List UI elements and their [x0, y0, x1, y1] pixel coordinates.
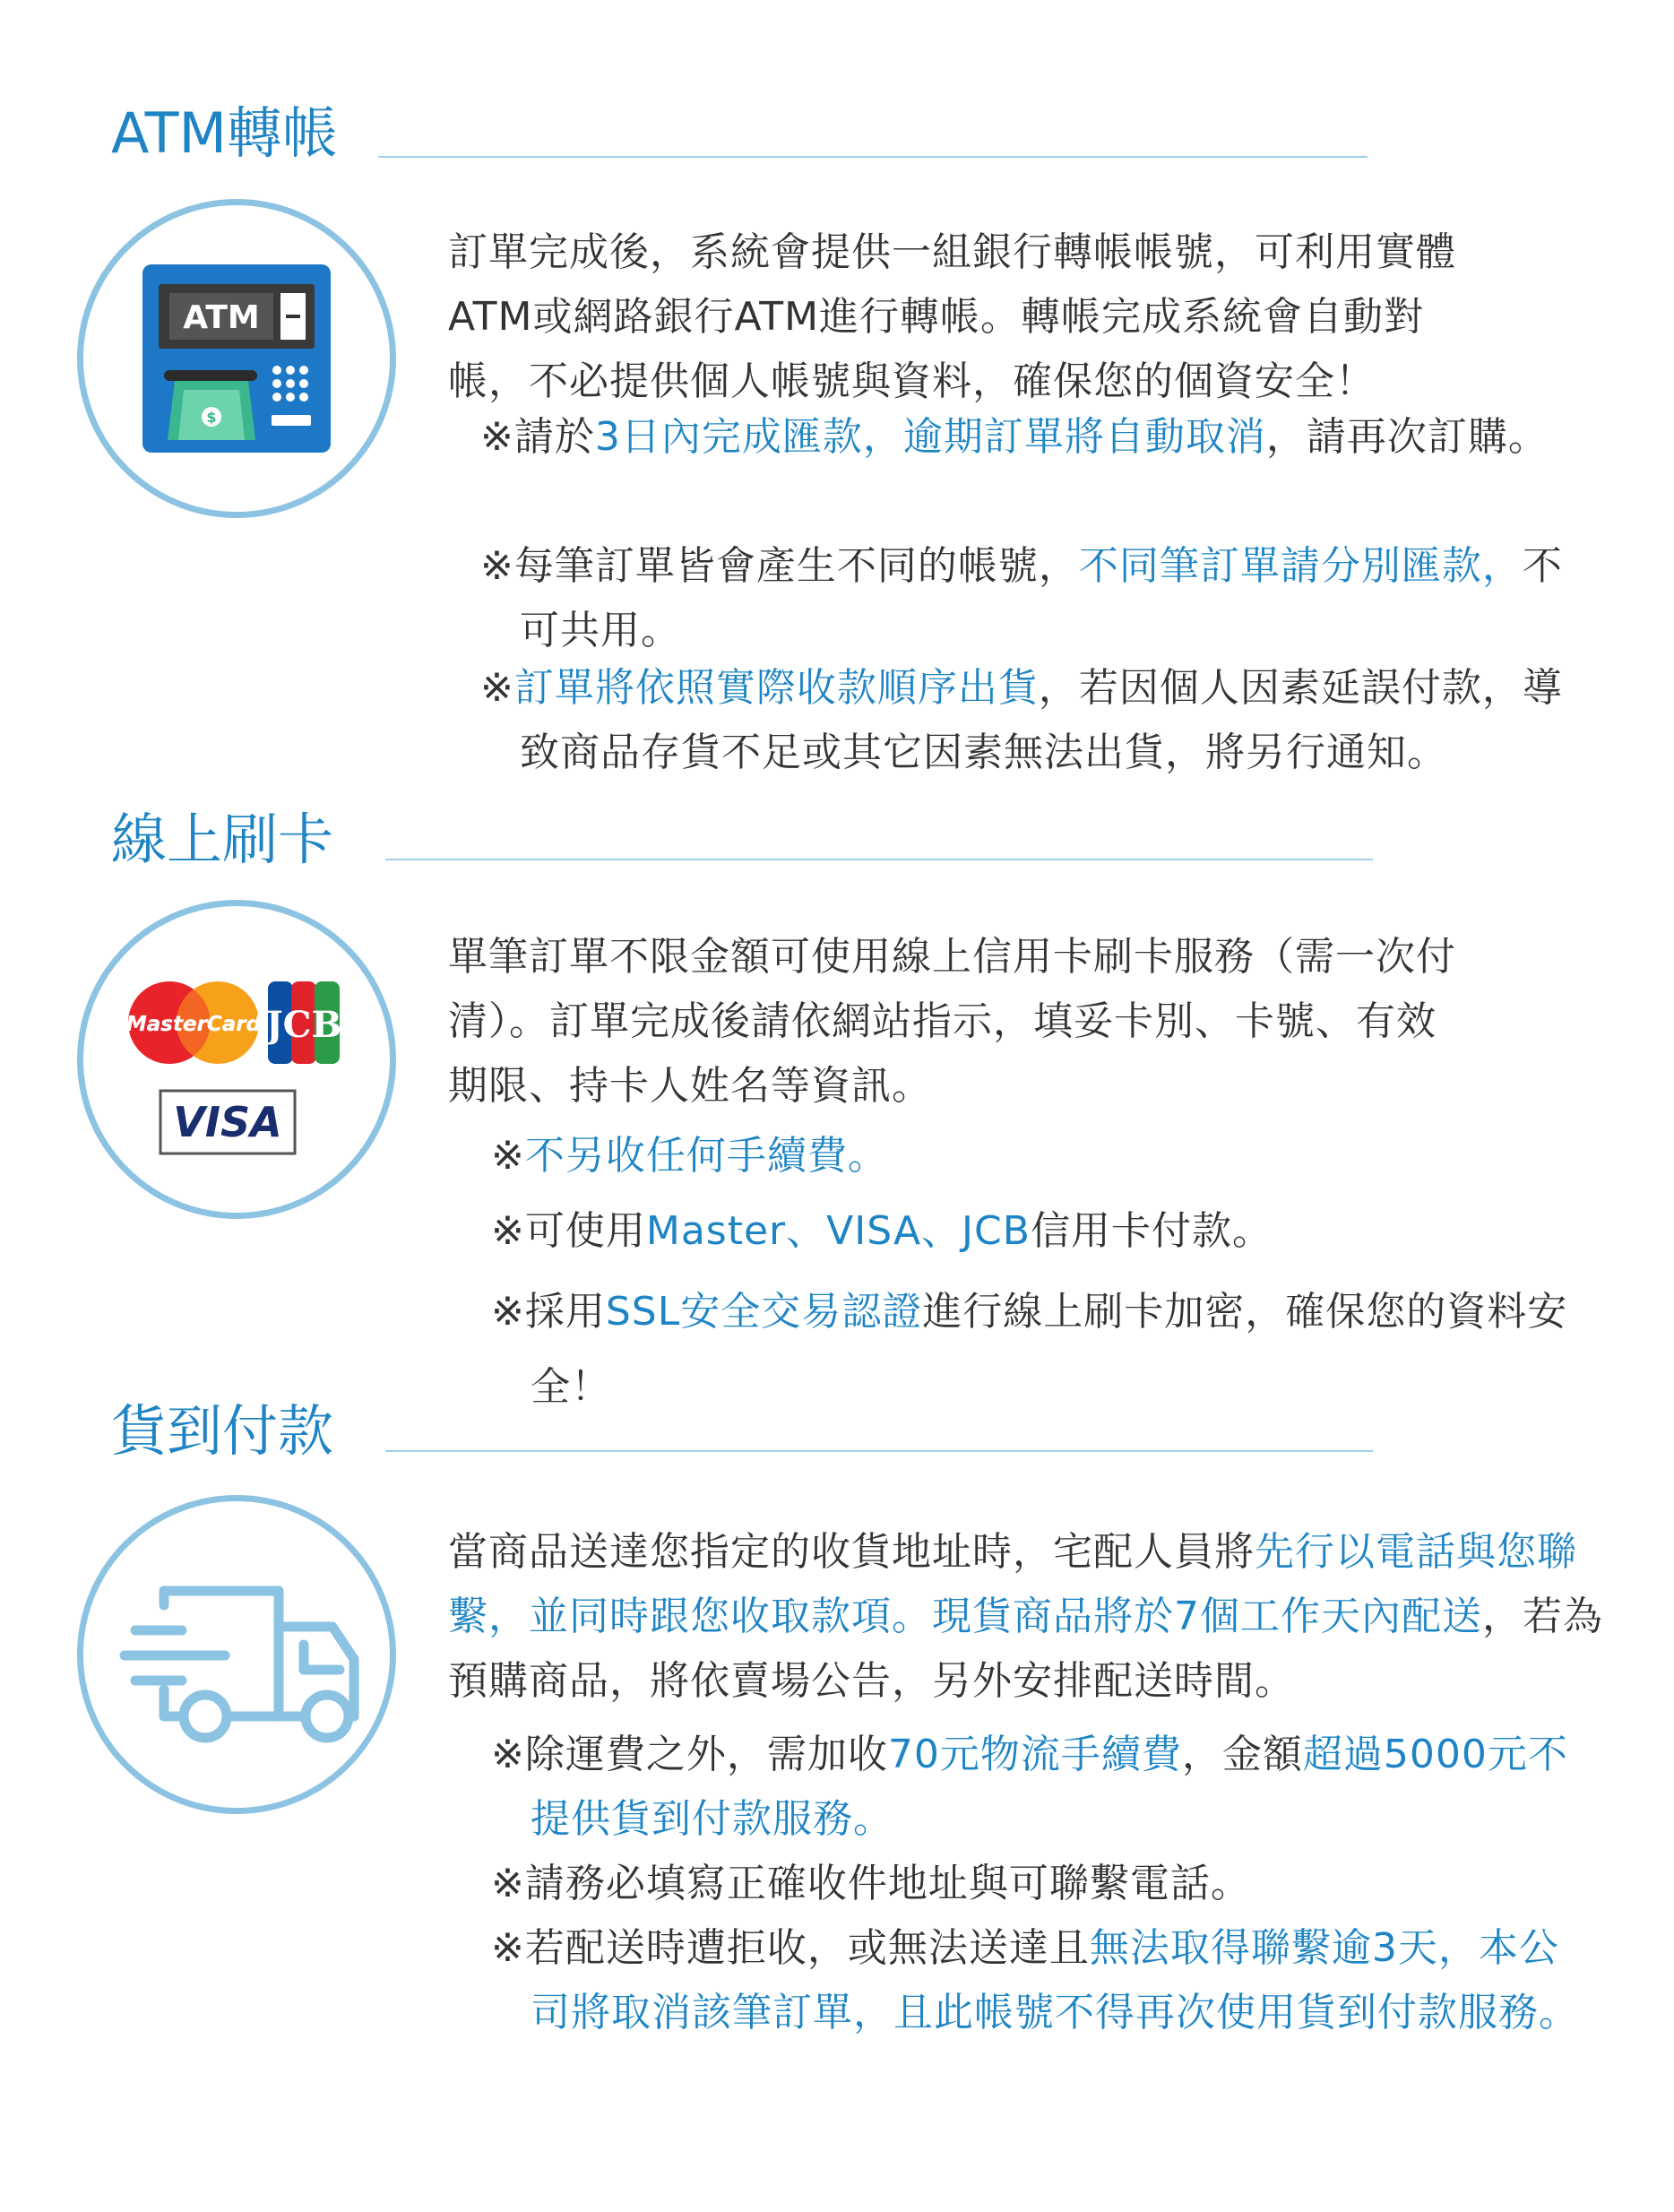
- mastercard-text: MasterCard: [125, 1013, 262, 1036]
- card-icon-circle: [77, 900, 396, 1219]
- cod-section-title: 貨到付款: [111, 1398, 334, 1464]
- card-note-accepted-cards: ※可使用Master、VISA、JCB信用卡付款。: [491, 1208, 1273, 1254]
- card-desc-line-2: 清）。訂單完成後請依網站指示，填妥卡別、卡號、有效: [448, 998, 1437, 1044]
- atm-desc-line-3: 帳，不必提供個人帳號與資料，確保您的個資安全！: [448, 359, 1376, 404]
- cod-icon-circle: [77, 1495, 396, 1814]
- delivery-truck-icon: [119, 1573, 370, 1752]
- card-note-ssl: ※採用SSL安全交易認證進行線上刷卡加密，確保您的資料安全！: [491, 1289, 1568, 1410]
- atm-desc-line-2: ATM或網路銀行ATM進行轉帳。轉帳完成系統會自動對: [448, 294, 1425, 340]
- atm-section-title: ATM轉帳: [111, 100, 338, 166]
- card-section-title: 線上刷卡: [111, 807, 334, 872]
- atm-screen-label: ATM: [183, 299, 260, 336]
- atm-title-rule: [378, 156, 1368, 158]
- atm-icon-circle: [77, 199, 396, 518]
- card-desc-line-1: 單筆訂單不限金額可使用線上信用卡刷卡服務（需一次付: [448, 934, 1456, 980]
- atm-description: [448, 220, 1613, 414]
- atm-note-unique-account: ※每筆訂單皆會產生不同的帳號，不同筆訂單請分別匯款，不可共用。: [480, 543, 1563, 653]
- mastercard-logo: [126, 981, 262, 1064]
- atm-machine-icon: [142, 264, 331, 453]
- atm-note-payment-deadline: ※請於3日內完成匯款，逾期訂單將自動取消，請再次訂購。: [480, 414, 1549, 460]
- visa-logo: [160, 1091, 295, 1154]
- atm-note-shipping-order: ※訂單將依照實際收款順序出貨，若因個人因素延誤付款，導致商品存貨不足或其它因素無法出貨，將另行通知。: [480, 665, 1563, 775]
- card-title-rule: [385, 859, 1373, 860]
- card-desc-line-3: 期限、持卡人姓名等資訊。: [448, 1063, 932, 1109]
- card-note-no-fee: ※不另收任何手續費。: [491, 1133, 888, 1179]
- cod-description: 當商品送達您指定的收貨地址時，宅配人員將先行以電話與您聯繫，並同時跟您收取款項。現貨商品將於7個工作天內配送，若為預購商品，將依賣場公告，另外安排配送時間。: [448, 1529, 1603, 1704]
- card-description: [448, 925, 1613, 1119]
- cod-note-fee: ※除運費之外，需加收70元物流手續費，金額超過5000元不提供貨到付款服務。: [491, 1732, 1568, 1842]
- cod-title-rule: [385, 1450, 1373, 1452]
- cod-note-address: ※請務必填寫正確收件地址與可聯繫電話。: [491, 1861, 1251, 1906]
- jcb-logo: [263, 981, 342, 1064]
- atm-desc-line-1: 訂單完成後，系統會提供一組銀行轉帳帳號，可利用實體: [448, 229, 1456, 275]
- credit-card-logos-icon: [101, 951, 370, 1166]
- svg-text:$: $: [206, 409, 217, 426]
- jcb-text: JCB: [265, 1004, 342, 1046]
- visa-text: VISA: [173, 1098, 282, 1146]
- cod-note-refusal: ※若配送時遭拒收，或無法送達且無法取得聯繫逾3天，本公司將取消該筆訂單，且此帳號不得再次使用貨到付款服務。: [491, 1925, 1579, 2035]
